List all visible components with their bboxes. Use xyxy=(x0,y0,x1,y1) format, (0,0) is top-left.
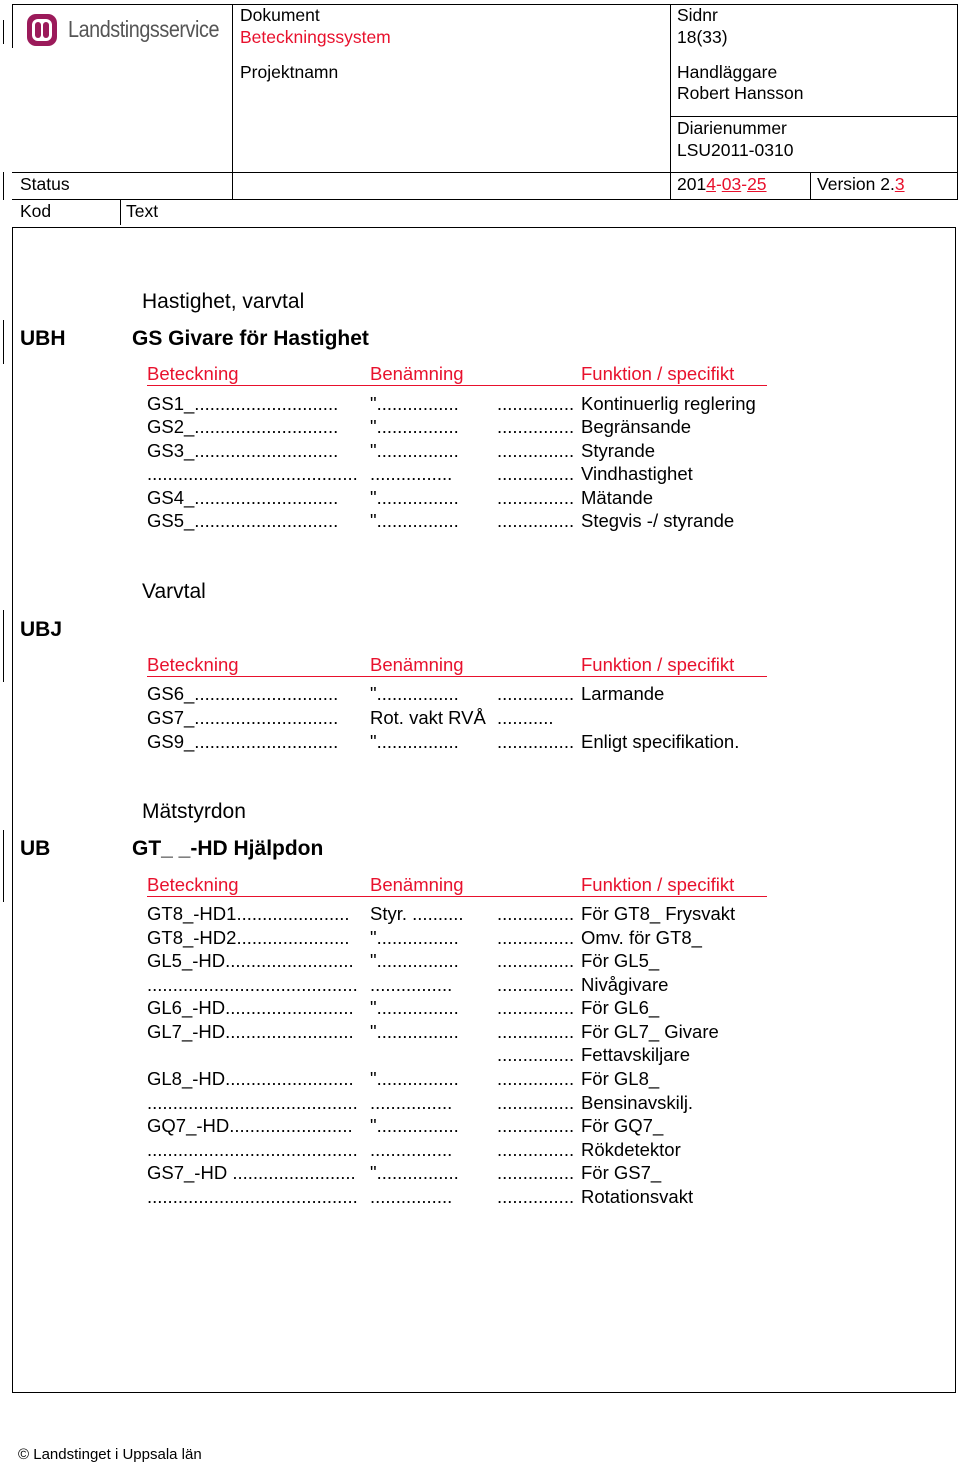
col-beteckning: Beteckning xyxy=(147,874,239,895)
dokument-label: Dokument xyxy=(240,5,320,25)
col-beteckning: Beteckning xyxy=(147,654,239,675)
section-code: UBJ xyxy=(20,618,63,641)
col-funktion: Funktion / specifikt xyxy=(581,363,735,384)
page-footer xyxy=(18,1446,202,1463)
group-title: Mätstyrdon xyxy=(142,800,246,823)
kod-label: Kod xyxy=(20,201,52,221)
col-funktion: Funktion / specifikt xyxy=(581,654,735,675)
col-benamning: Benämning xyxy=(370,654,464,675)
sidnr-label: Sidnr xyxy=(677,5,718,25)
col-benamning: Benämning xyxy=(370,874,464,895)
footer-text: Landstinget i Uppsala län xyxy=(33,1446,202,1463)
diarienummer-value: LSU2011-0310 xyxy=(677,140,794,160)
section-subtitle: GS Givare för Hastighet xyxy=(132,327,369,350)
handlaggare-value: Robert Hansson xyxy=(677,83,804,103)
document-date: 2014-03-25 xyxy=(677,174,767,194)
copyright-icon: © xyxy=(18,1446,30,1463)
text-label: Text xyxy=(126,201,159,221)
handlaggare-label: Handläggare xyxy=(677,62,778,82)
logo-text: Landstingsservice xyxy=(68,16,220,42)
col-beteckning: Beteckning xyxy=(147,363,239,384)
section-code: UB xyxy=(20,837,51,860)
dokument-value: Beteckningssystem xyxy=(240,27,391,47)
section-subtitle: GT_ _-HD Hjälpdon xyxy=(132,837,324,860)
landstingsservice-logo xyxy=(24,10,220,50)
sidnr-value: 18(33) xyxy=(677,27,728,47)
projektnamn-label: Projektnamn xyxy=(240,62,339,82)
document-version: Version 2.3 xyxy=(817,174,905,194)
col-funktion: Funktion / specifikt xyxy=(581,874,735,895)
group-title: Hastighet, varvtal xyxy=(142,290,305,313)
status-label: Status xyxy=(20,174,70,194)
col-benamning: Benämning xyxy=(370,363,464,384)
diarienummer-label: Diarienummer xyxy=(677,118,787,138)
group-title: Varvtal xyxy=(142,580,206,603)
section-code: UBH xyxy=(20,327,66,350)
